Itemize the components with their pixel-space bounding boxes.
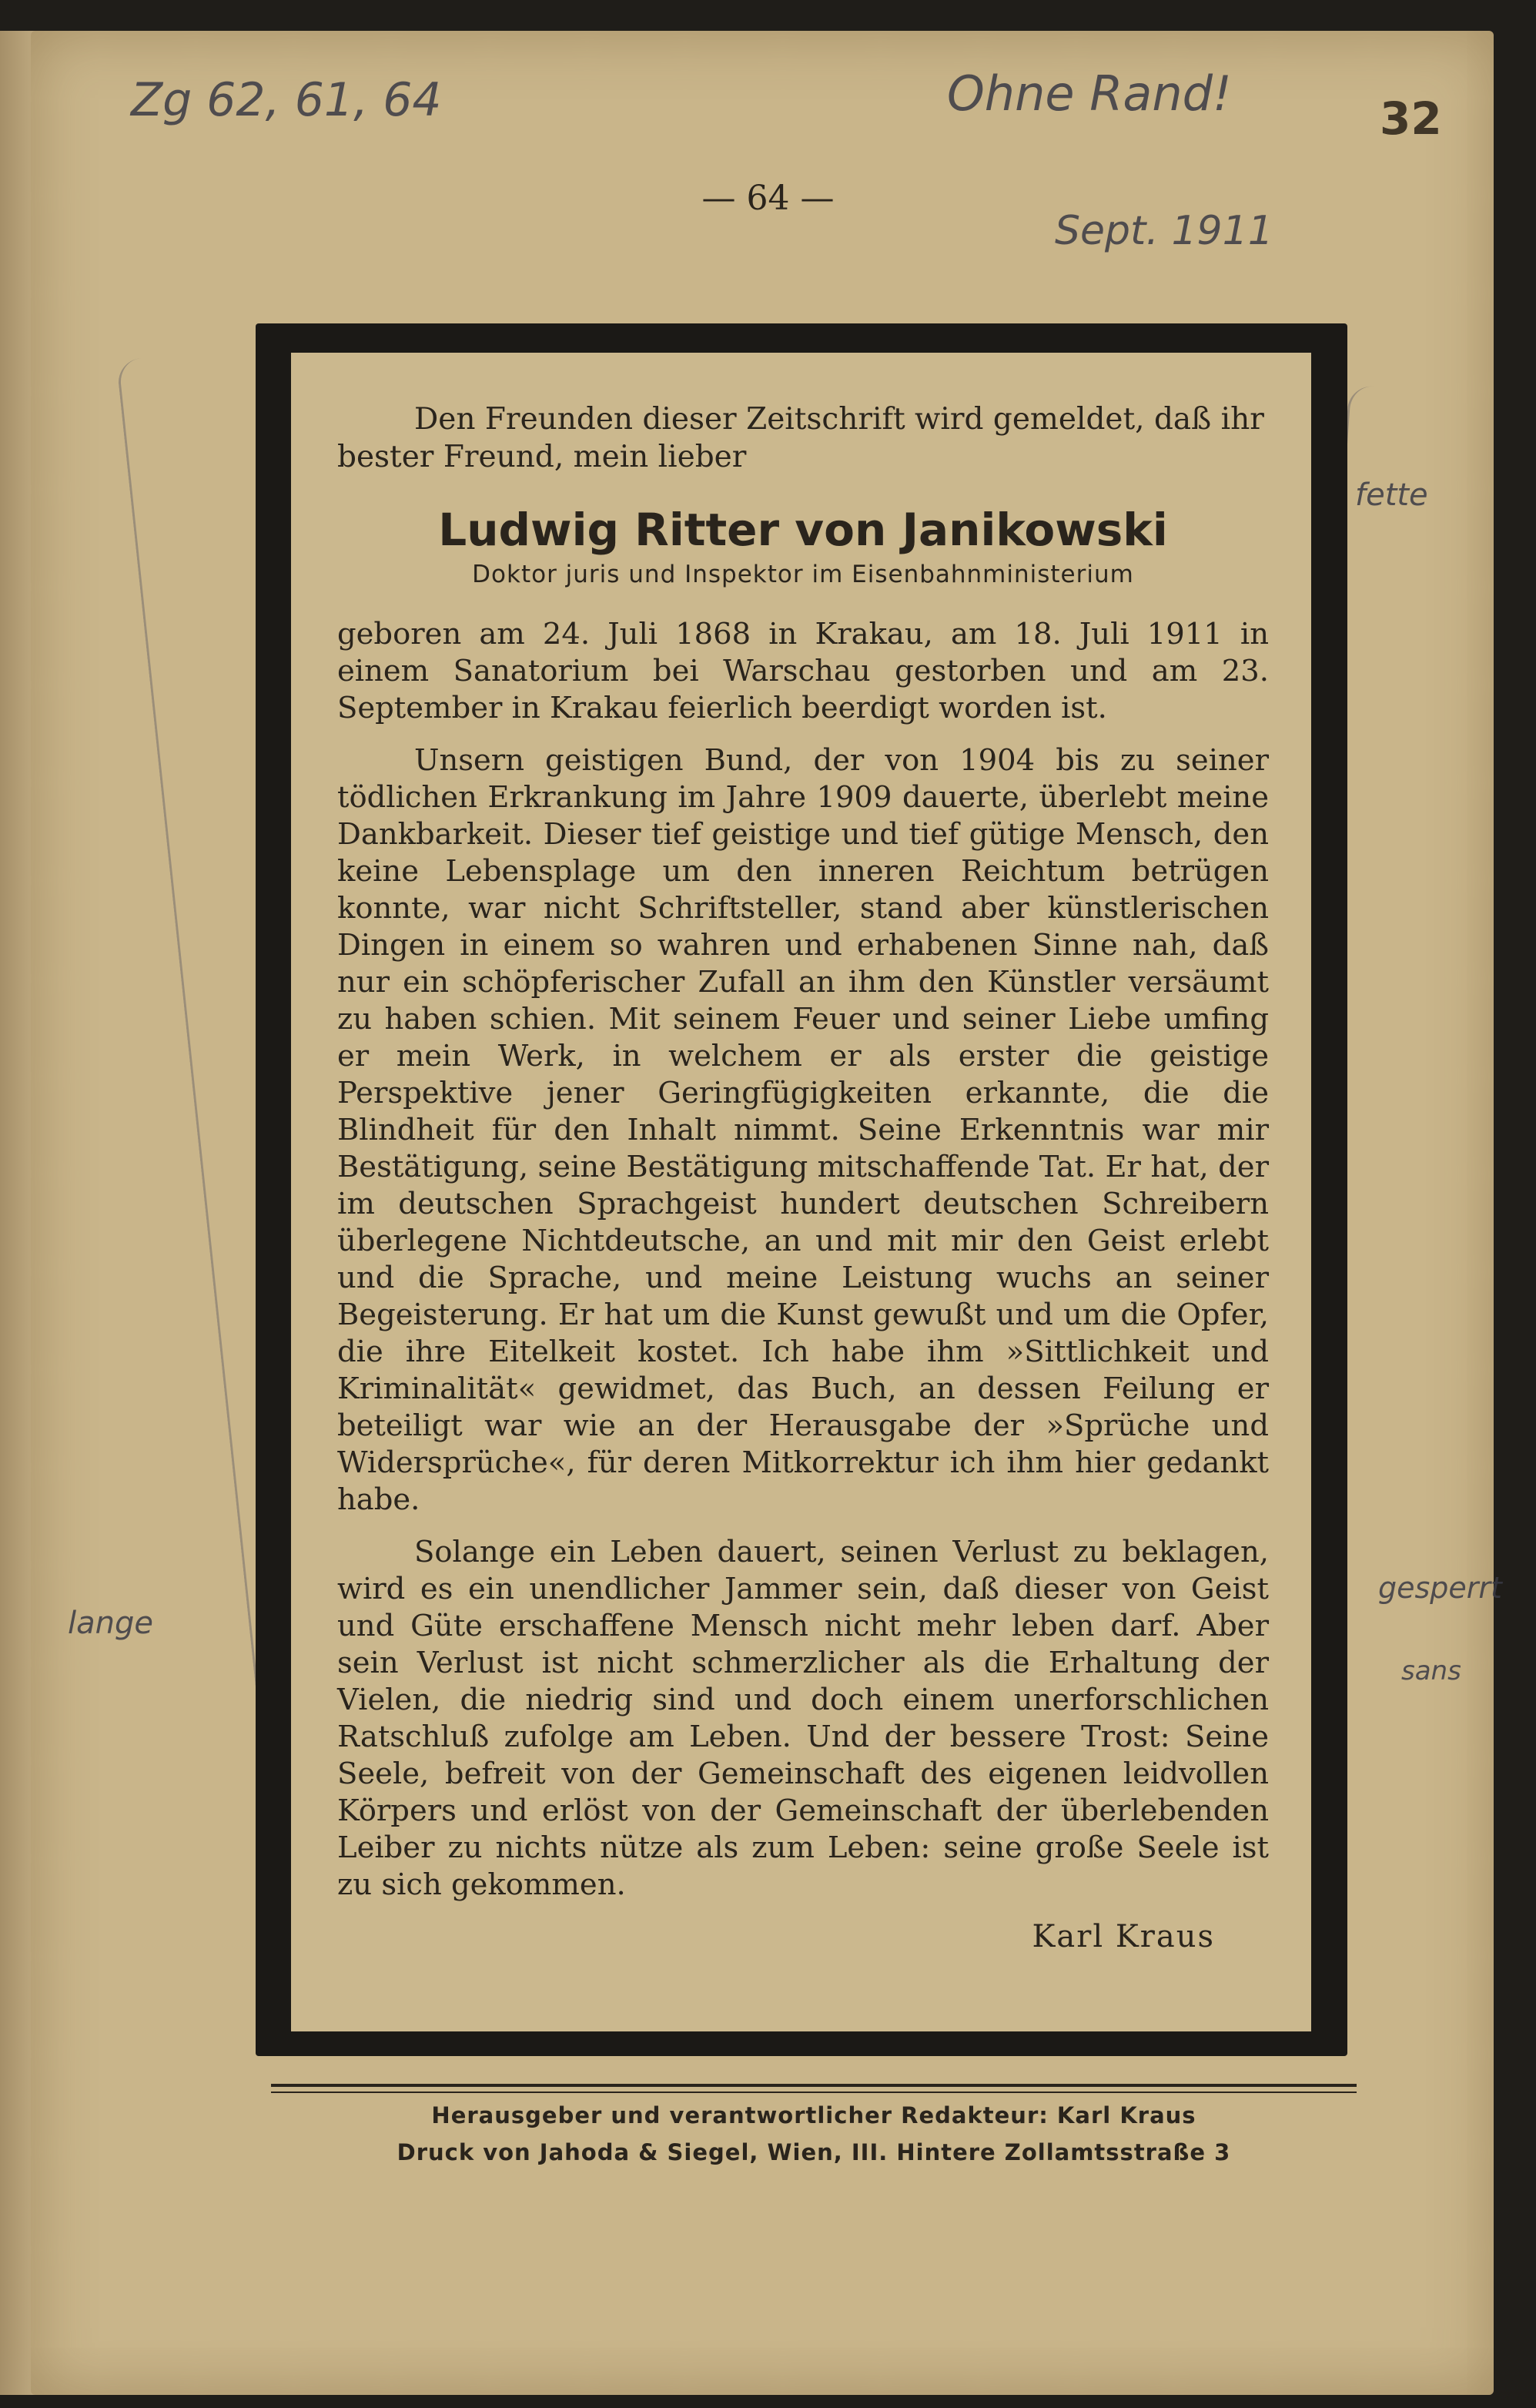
notice-paragraph-dates: geboren am 24. Juli 1868 in Krakau, am 18. Juli 1911 in einem Sanatorium bei Warschau gestorben und am 23. September in Krakau feierlich beerdigt worden ist. [337, 617, 1269, 725]
handwritten-margin-right-1: fette [1355, 477, 1428, 513]
page-number: — 64 — [701, 179, 835, 218]
imprint-printer: Druck von Jahoda & Siegel, Wien, III. Hintere Zollamtsstraße 3 [397, 2139, 1231, 2165]
notice-intro: Den Freunden dieser Zeitschrift wird gemeldet, daß ihr bester Freund, mein lieber [337, 402, 1264, 474]
footer-rule-thin [271, 2092, 1357, 2093]
deceased-title: Doktor juris und Inspektor im Eisenbahnministerium [472, 561, 1134, 588]
handwritten-reference: Zg 62, 61, 64 [131, 73, 442, 127]
footer-rule [271, 2084, 1357, 2087]
handwritten-margin-right-3: sans [1401, 1656, 1461, 1686]
handwritten-margin-right-2: gesperrt [1378, 1571, 1502, 1605]
deceased-name: Ludwig Ritter von Janikowski [438, 504, 1168, 556]
handwritten-date: Sept. 1911 [1055, 208, 1273, 254]
handwritten-page-marker: 32 [1380, 92, 1442, 145]
obituary-notice [337, 400, 1269, 1954]
notice-paragraph-tribute: Unsern geistigen Bund, der von 1904 bis zu seiner tödlichen Erkrankung im Jahre 1909 dauerte, überlebt meine Dankbarkeit. Dieser tief geistige und tief gütige Mensch, den keine Lebensplage um den inneren Reichtum betrügen konnte, war nicht Schriftsteller, stand aber künstlerischen Dingen in einem so wahren und erhabenen Sinne nah, daß nur ein schöpferischer Zufall an ihm den Künstler versäumt zu haben schien. Mit seinem Feuer und seiner Liebe umfing er mein Werk, in welchem er als erster die geistige Perspektive jener Geringfügigkeiten erkannte, die die Blindheit für den Inhalt nimmt. Seine Erkenntnis war mir Bestätigung, seine Bestätigung mitschaffende Tat. Er hat, der im deutschen Sprachgeist hundert deutschen Schreibern überlegene Nichtdeutsche, an und mit mir den Geist erlebt und die Sprache, und meine Leistung wuchs an seiner Begeisterung. Er hat um die Kunst gewußt und um die Opfer, die ihre Eitelkeit kostet. Ich habe ihm »Sittlichkeit und Kriminalität« gewidmet, das Buch, an dessen Feilung er beteiligt war wie an der Herausgabe der »Sprüche und Widersprüche«, für deren Mitkorrektur ich ihm hier gedankt habe. [337, 743, 1269, 1517]
handwritten-instruction: Ohne Rand! [947, 65, 1232, 122]
imprint-publisher: Herausgeber und verantwortlicher Redakteur: Karl Kraus [431, 2102, 1196, 2128]
notice-paragraph-mourning: Solange ein Leben dauert, seinen Verlust zu beklagen, wird es ein unendlicher Jammer sein, daß dieser von Geist und Güte erschaffene Mensch nicht mehr leben darf. Aber sein Verlust ist nicht schmerzlicher als die Erhaltung der Vielen, die niedrig sind und doch einem unerforschlichen Ratschluß zufolge am Leben. Und der bessere Trost: Seine Seele, befreit von der Gemeinschaft des eigenen leidvollen Körpers und erlöst von der Gemeinschaft der überlebenden Leiber zu nichts nütze als zum Leben: seine große Seele ist zu sich gekommen. [337, 1535, 1269, 1902]
signature: Karl Kraus [1032, 1919, 1215, 1954]
handwritten-margin-left: lange [68, 1606, 153, 1641]
